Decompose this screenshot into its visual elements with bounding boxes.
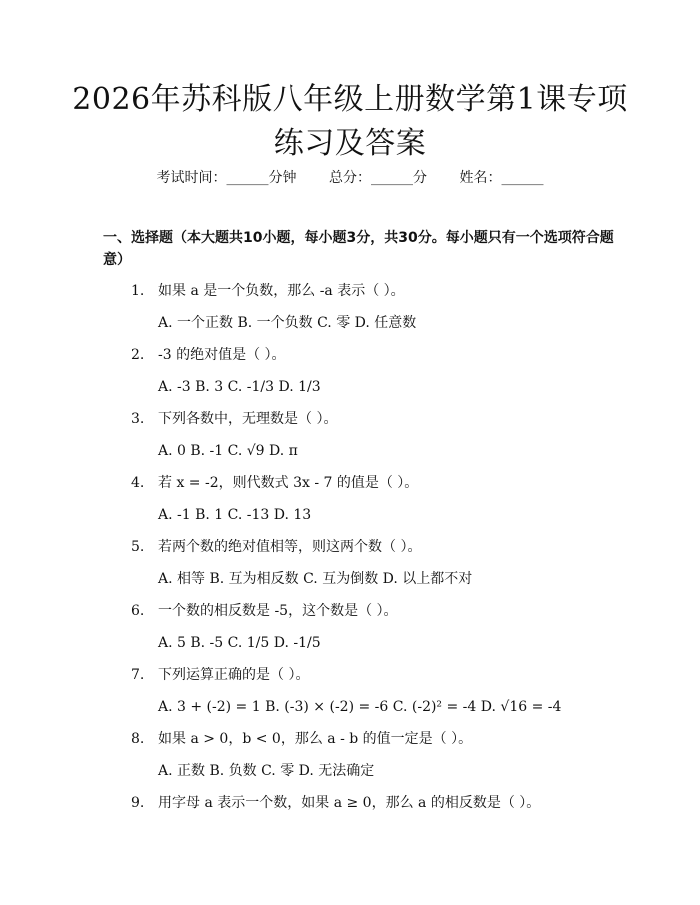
question-item [0,537,700,601]
question-number: 6. [131,603,145,619]
question-text: 如果 a 是一个负数，那么 -a 表示（ ）。 [158,283,405,299]
question-number: 5. [131,539,145,555]
question-number: 4. [131,475,145,491]
question-number: 3. [131,411,145,427]
question-item [0,729,700,793]
question-item [0,793,700,857]
question-options: A. 3 + (-2) = 1 B. (-3) × (-2) = -6 C. (-2)² = -4 D. √16 = -4 [158,699,562,715]
question-text: 如果 a > 0，b < 0，那么 a - b 的值一定是（ ）。 [158,731,473,747]
question-stem [131,729,472,749]
total-score-field: 总分：______分 [329,170,427,186]
question-number: 7. [131,667,145,683]
question-options: A. 0 B. -1 C. √9 D. π [158,443,298,459]
section-heading-multiple-choice: 一、选择题（本大题共10小题，每小题3分，共30分。每小题只有一个选项符合题意） [103,230,614,268]
question-item [0,345,700,409]
question-stem [131,537,421,557]
question-stem [131,281,405,301]
question-text: 用字母 a 表示一个数，如果 a ≥ 0，那么 a 的相反数是（ ）。 [158,795,541,811]
question-options: A. 一个正数 B. 一个负数 C. 零 D. 任意数 [158,315,417,331]
question-options: A. -1 B. 1 C. -13 D. 13 [158,507,312,523]
question-number: 1. [131,283,145,299]
question-item [0,473,700,537]
question-options: A. 相等 B. 互为相反数 C. 互为倒数 D. 以上都不对 [158,571,473,587]
question-item [0,601,700,665]
exam-meta-line [0,168,700,188]
document-title: 2026年苏科版八年级上册数学第1课专项练习及答案 [72,82,628,161]
question-text: 若 x = -2，则代数式 3x - 7 的值是（ ）。 [158,475,419,491]
question-options: A. -3 B. 3 C. -1/3 D. 1/3 [158,379,321,395]
question-text: 若两个数的绝对值相等，则这两个数（ ）。 [158,539,422,555]
question-options: A. 5 B. -5 C. 1/5 D. -1/5 [158,635,321,651]
question-stem [131,473,418,493]
question-item [0,409,700,473]
exam-time-field: 考试时间：______分钟 [156,170,297,186]
student-name-field: 姓名：______ [459,170,544,186]
question-number: 2. [131,347,145,363]
question-text: 下列运算正确的是（ ）。 [158,667,310,683]
question-stem [131,793,540,813]
question-text: -3 的绝对值是（ ）。 [158,347,286,363]
question-stem [131,665,309,685]
question-item [0,281,700,345]
question-stem [131,601,398,621]
question-number: 8. [131,731,145,747]
question-list [0,281,700,857]
question-text: 下列各数中，无理数是（ ）。 [158,411,338,427]
question-stem [131,345,286,365]
question-stem [131,409,337,429]
question-item [0,665,700,729]
question-number: 9. [131,795,145,811]
question-text: 一个数的相反数是 -5，这个数是（ ）。 [158,603,398,619]
question-options: A. 正数 B. 负数 C. 零 D. 无法确定 [158,763,375,779]
